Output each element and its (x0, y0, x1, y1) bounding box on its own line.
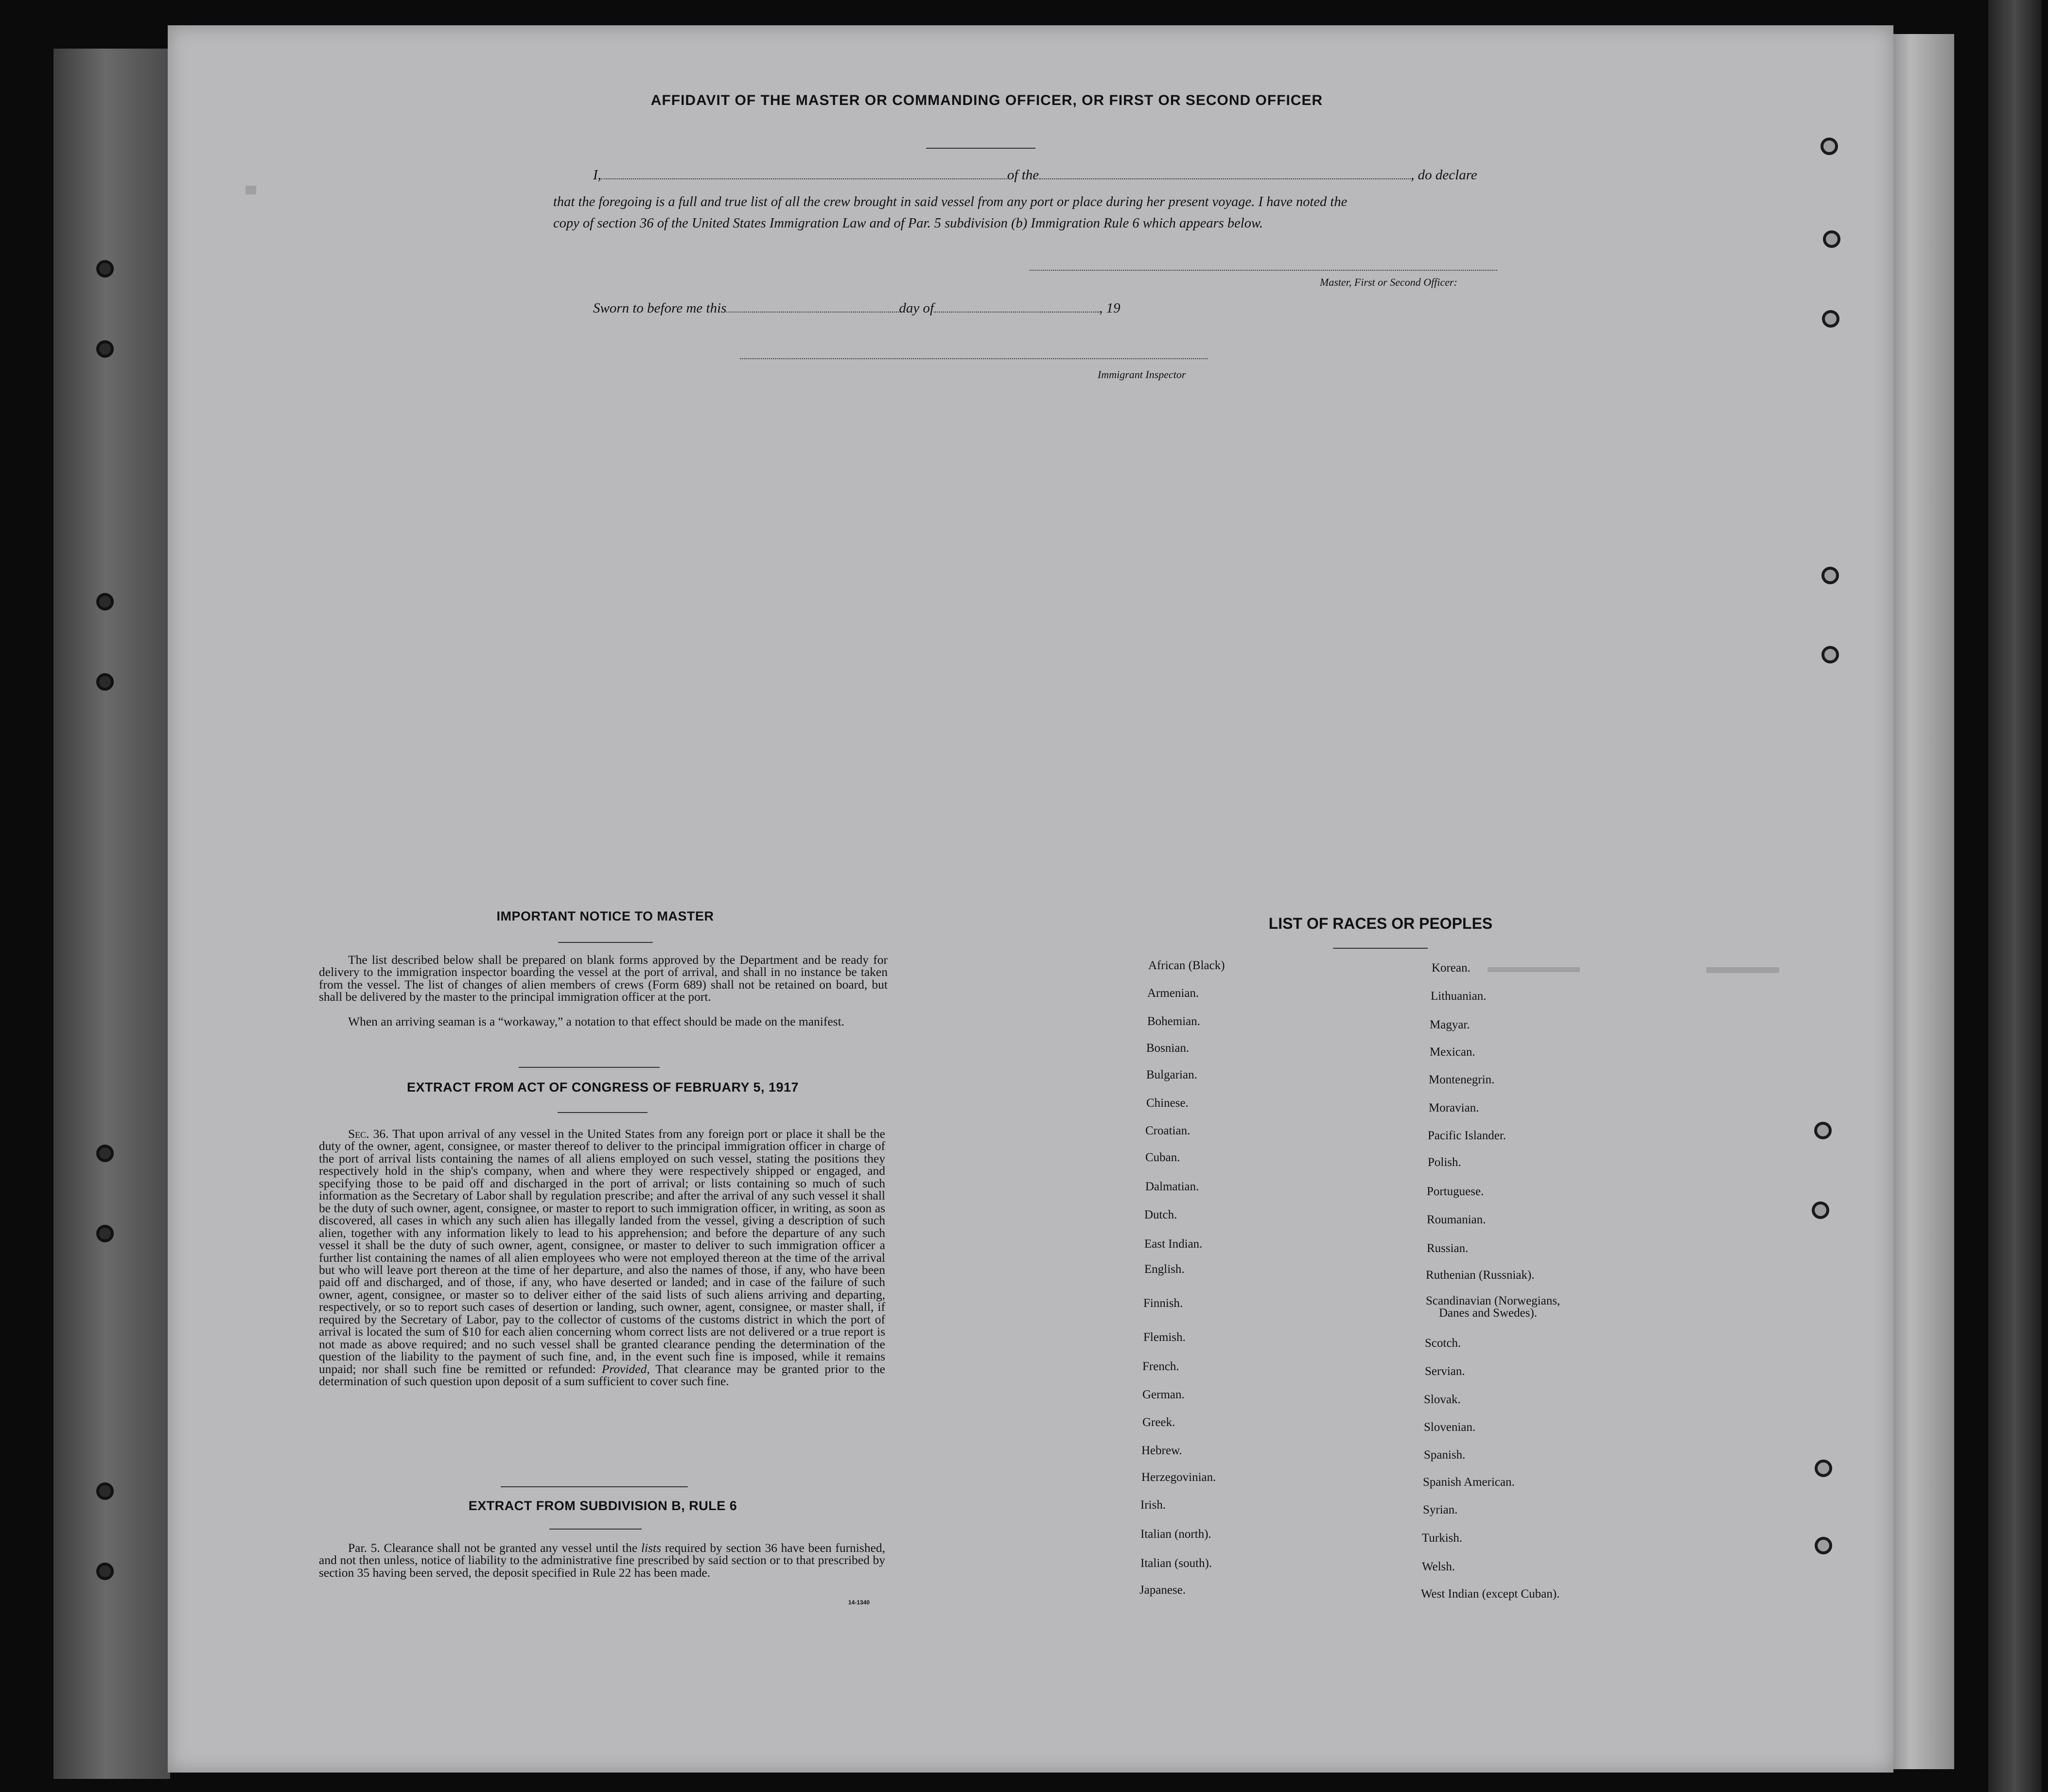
race-item: Bulgarian. (1146, 1068, 1197, 1081)
race-item: Montenegrin. (1429, 1073, 1495, 1086)
race-item: Turkish. (1422, 1531, 1463, 1545)
race-item: Welsh. (1422, 1560, 1455, 1573)
rule6-text-a: Par. 5. Clearance shall not be granted any vessel until the (348, 1541, 638, 1555)
sworn-month-field[interactable] (934, 300, 1099, 313)
race-item: Irish. (1140, 1498, 1166, 1512)
sworn-line (593, 297, 1120, 319)
section-body: That upon arrival of any vessel in the United States from any foreign port or place it shall be the duty of the owner, agent, consignee, or master thereof to deliver to the principal immigration officer in charge of the port of arrival lists containing the names of all aliens employed on such vessel, stating the positions they respectively hold in the ship's company, when and where they were respectively shipped or engaged, and specifying those to be paid off and discharged in the port of arrival; or lists containing so much of such information as the Secretary of Labor shall by regulation prescribe; and after the arrival of any such vessel it shall be the duty of such owner, agent, consignee, or master to report to such immigration officer, in writing, as soon as discovered, all cases in which any such alien has illegally landed from the vessel, giving a description of such alien, together with any information likely to lead to his apprehension; and before the departure of any such vessel it shall be the duty of such owner, agent, consignee, or master to deliver to such immigration officer a further list containing the names of all alien employees who were not employed thereon at the time of the arrival but who will leave port thereon at the time of her departure, and also the names of those, if any, who have been paid off and discharged, and of those, if any, who have deserted or landed; and in case of the failure of such owner, agent, consignee, or master so to deliver either of the said lists of such aliens arriving and departing, respectively, or so to report such cases of desertion or landing, such owner, agent, consignee, or master shall, if required by the Secretary of Labor, pay to the collector of customs of the customs district in which the port of arrival is located the sum of $10 for each alien concerning whom correct lists are not delivered or a true report is not made as above required; and no such vessel shall be granted clearance pending the determination of the question of the liability to the payment of such fine, and, in the event such fine is imposed, while it remains unpaid; nor shall such fine be remitted or refunded: (319, 1127, 885, 1376)
race-item: Pacific Islander. (1428, 1129, 1506, 1142)
race-item: Roumanian. (1427, 1213, 1486, 1226)
race-item: Japanese. (1139, 1583, 1186, 1597)
race-item: Chinese. (1146, 1096, 1189, 1110)
inspector-caption: Immigrant Inspector (1098, 368, 1186, 381)
rule6-heading: EXTRACT FROM SUBDIVISION B, RULE 6 (468, 1498, 737, 1513)
ink-smudge (1488, 967, 1580, 972)
race-item: Lithuanian. (1431, 990, 1487, 1003)
provided-term: Provided, (601, 1361, 650, 1376)
section-label: Sec. 36. (348, 1127, 389, 1141)
lists-term: lists (641, 1541, 662, 1555)
act-heading: EXTRACT FROM ACT OF CONGRESS OF FEBRUARY 5, 1917 (406, 1080, 799, 1095)
race-item: Italian (south). (1140, 1557, 1212, 1570)
race-item: English. (1144, 1263, 1185, 1276)
race-item: Spanish. (1424, 1448, 1466, 1461)
rule6-paragraph (319, 1542, 885, 1579)
inspector-signature-line[interactable] (740, 357, 1208, 359)
ink-smudge (245, 186, 256, 194)
binding-hole (1822, 310, 1839, 328)
race-item: Bohemian. (1147, 1015, 1201, 1028)
race-item: Russian. (1427, 1242, 1469, 1255)
binding-hole (1821, 567, 1839, 584)
affidavit-line-3: copy of section 36 of the United States Immigration Law and of Par. 5 subdivision (b) Immigration Rule 6 which appears below. (553, 216, 1263, 231)
race-item: Bosnian. (1146, 1042, 1190, 1055)
race-item: Italian (north). (1140, 1528, 1211, 1541)
race-item: Magyar. (1430, 1018, 1470, 1031)
officer-name-field[interactable] (601, 167, 1007, 179)
divider (519, 1067, 660, 1068)
binding-strip (53, 49, 170, 1779)
race-item: Croatian. (1145, 1124, 1190, 1137)
race-item: Spanish American. (1423, 1476, 1515, 1489)
race-item: East Indian. (1144, 1237, 1203, 1251)
races-title: LIST OF RACES OR PEOPLES (1268, 915, 1493, 932)
race-item: Finnish. (1143, 1297, 1183, 1310)
affidavit-i-label: I, (593, 167, 601, 183)
binding-hole (1821, 646, 1839, 663)
notice-paragraph-1: The list described below shall be prepared on blank forms approved by the Department and be ready for delivery to the immigration inspector boarding the vessel at the port of arrival, and shall in no instance be taken from the vessel. The list of changes of alien members of crews (Form 689) shall not be retained on board, but shall be delivered by the master to the principal immigration officer at the port. (319, 953, 888, 1004)
race-item: Slovak. (1424, 1393, 1461, 1406)
binding-hole (1823, 230, 1840, 248)
section-body-end: That clearance may be granted prior to the determination of such question upon deposit of a sum sufficient to cover such fine. (319, 1361, 885, 1389)
race-item: Ruthenian (Russniak). (1426, 1269, 1535, 1282)
race-item: Armenian. (1147, 987, 1199, 1000)
day-of-label: day of (899, 300, 934, 316)
binding-hole (96, 1482, 114, 1500)
binding-hole (96, 1145, 114, 1162)
race-item: Syrian. (1423, 1503, 1458, 1516)
binding-hole (1815, 1460, 1832, 1477)
vessel-name-field[interactable] (1039, 167, 1411, 179)
affidavit-line-2: that the foregoing is a full and true list of all the crew brought in said vessel from any port or place during her present voyage. I have noted the (553, 194, 1348, 209)
binding-hole (96, 260, 114, 278)
race-item: African (Black) (1148, 959, 1225, 972)
race-item: Mexican. (1430, 1045, 1475, 1059)
divider (1333, 948, 1428, 949)
race-item: Dutch. (1144, 1208, 1177, 1221)
rule6-text-b: required by section 36 have been furnished, and not then unless, notice of liability to the administrative fine prescribed by said section or to that prescribed by section 35 having been served, the deposit specified in Rule 22 has been made. (319, 1541, 886, 1580)
race-item: Flemish. (1143, 1331, 1186, 1344)
right-binding-strip (1988, 0, 2042, 1792)
act-section-36-text (319, 1128, 885, 1388)
binding-hole (1820, 138, 1838, 155)
race-item: Hebrew. (1141, 1444, 1182, 1457)
form-number: 14-1340 (848, 1599, 870, 1606)
divider (558, 1112, 648, 1113)
affidavit-declare-label: , do declare (1411, 167, 1477, 183)
race-item: French. (1142, 1360, 1179, 1373)
race-item: Moravian. (1429, 1101, 1479, 1114)
race-item: Slovenian. (1424, 1421, 1476, 1434)
binding-hole (96, 593, 114, 610)
race-item: Polish. (1428, 1156, 1461, 1169)
binding-hole (1815, 1537, 1832, 1554)
race-item: Portuguese. (1427, 1185, 1484, 1198)
binding-hole (96, 1563, 114, 1580)
race-item: Cuban. (1145, 1151, 1180, 1164)
binding-hole (1812, 1201, 1829, 1219)
race-item: German. (1142, 1388, 1185, 1401)
divider (549, 1529, 642, 1530)
binding-hole (96, 673, 114, 691)
divider (501, 1486, 688, 1487)
affidavit-title: AFFIDAVIT OF THE MASTER OR COMMANDING OFFICER, OR FIRST OR SECOND OFFICER (650, 92, 1323, 108)
notice-heading: IMPORTANT NOTICE TO MASTER (496, 909, 714, 923)
binding-hole (1814, 1122, 1832, 1139)
race-item: Dalmatian. (1145, 1180, 1199, 1193)
officer-signature-line[interactable] (1030, 269, 1497, 271)
year-label: , 19 (1099, 300, 1120, 316)
sworn-label: Sworn to before me this (593, 300, 727, 316)
race-item: Scotch. (1425, 1337, 1461, 1350)
race-item: West Indian (except Cuban). (1421, 1587, 1560, 1601)
race-item: Servian. (1425, 1365, 1465, 1378)
race-item: Herzegovinian. (1141, 1471, 1216, 1484)
race-item: Danes and Swedes). (1439, 1306, 1538, 1320)
race-item: Scandinavian (Norwegians, (1426, 1294, 1560, 1307)
race-item: Greek. (1142, 1416, 1175, 1429)
binding-hole (96, 340, 114, 358)
affidavit-of-the-label: of the (1007, 167, 1039, 183)
divider (558, 942, 653, 943)
sworn-day-field[interactable] (726, 300, 899, 313)
officer-caption: Master, First or Second Officer: (1320, 276, 1457, 288)
affidavit-line-1 (593, 164, 1477, 186)
notice-paragraph-2: When an arriving seaman is a “workaway,” a notation to that effect should be made on the manifest. (348, 1014, 845, 1028)
divider (926, 148, 1035, 149)
race-item: Korean. (1432, 961, 1470, 974)
ink-smudge (1706, 967, 1779, 973)
binding-hole (96, 1225, 114, 1242)
